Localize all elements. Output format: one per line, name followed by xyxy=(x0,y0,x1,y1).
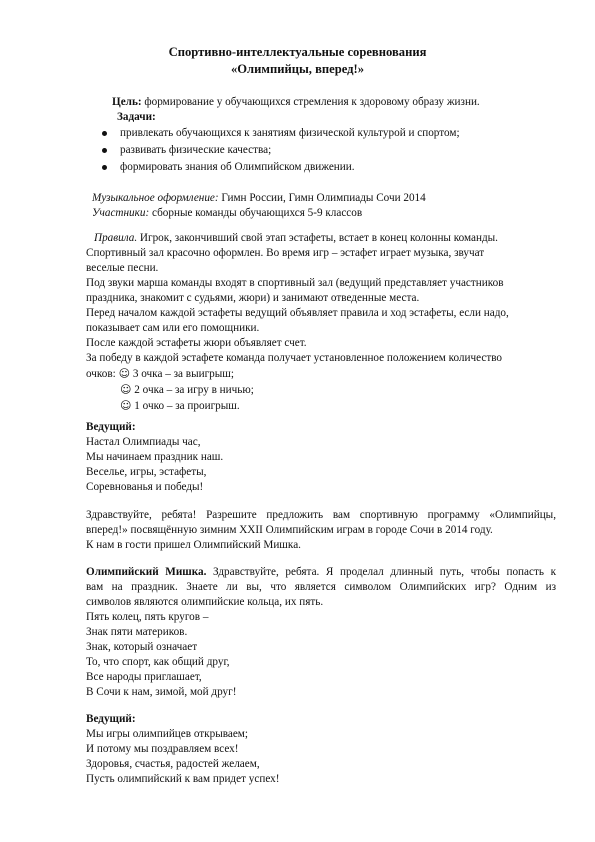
smiley-icon: ☺ xyxy=(118,367,131,380)
poem-line: То, что спорт, как общий друг, xyxy=(86,656,230,668)
poem-line: Пять колец, пять кругов – xyxy=(86,611,209,623)
rules-line: показывает сам или его помощники. xyxy=(86,322,260,334)
poem-line: Все народы приглашает, xyxy=(86,671,202,683)
poem-line: В Сочи к нам, зимой, мой друг! xyxy=(86,686,237,698)
host-label: Ведущий: xyxy=(86,421,136,433)
title-line-2: «Олимпийцы, вперед!» xyxy=(230,62,365,76)
participants-line xyxy=(92,206,562,221)
bear-label: Олимпийский Мишка. xyxy=(86,566,207,578)
host-1-block xyxy=(86,420,556,495)
goal-label: Цель: xyxy=(112,96,142,108)
participants-label: Участники: xyxy=(92,207,150,219)
music-line xyxy=(92,191,562,206)
rules-block xyxy=(86,231,556,414)
rules-line: веселые песни. xyxy=(86,262,159,274)
poem-line: Знак пяти материков. xyxy=(86,626,188,638)
greeting-line: вперед!» посвящённую зимним XXII Олимпийским играм в городе Сочи в 2014 году. xyxy=(86,524,493,536)
rules-line: Под звуки марша команды входят в спортивный зал (ведущий представляет участников xyxy=(86,277,504,289)
greeting-line: К нам в гости пришел Олимпийский Мишка. xyxy=(86,539,301,551)
task-item: формировать знания об Олимпийском движении. xyxy=(86,159,556,176)
greeting-block xyxy=(86,508,556,553)
tasks-label: Задачи: xyxy=(117,111,156,123)
participants-text: сборные команды обучающихся 5-9 классов xyxy=(149,207,363,219)
host-label: Ведущий: xyxy=(86,713,136,725)
goal-line xyxy=(112,95,582,110)
smiley-icon: ☺ xyxy=(120,383,132,396)
points-line: ☺ 1 очко – за проигрыш. xyxy=(120,399,240,412)
rules-line: праздника, знакомит с судьями, жюри) и занимают отведенные места. xyxy=(86,292,420,304)
document-title xyxy=(0,44,595,78)
points-line: очков: ☺ 3 очка – за выигрыш; xyxy=(86,367,234,380)
rules-line: Перед началом каждой эстафеты ведущий объявляет правила и ход эстафеты, если надо, xyxy=(86,307,509,319)
task-item: развивать физические качества; xyxy=(86,142,556,159)
verse-line: Мы начинаем праздник наш. xyxy=(86,451,224,463)
goal-text: формирование у обучающихся стремления к здоровому образу жизни. xyxy=(141,96,480,108)
rules-line: За победу в каждой эстафете команда получает установленное положением количество xyxy=(86,352,503,364)
rules-line: Спортивный зал красочно оформлен. Во время игр – эстафет играет музыка, звучат xyxy=(86,247,485,259)
bear-line: вам на праздник. Знаете ли вы, что является символом Олимпийских игр? Одним из xyxy=(86,581,556,593)
music-label: Музыкальное оформление: xyxy=(92,192,219,204)
verse-line: Здоровья, счастья, радостей желаем, xyxy=(86,758,260,770)
bear-line: символов являются олимпийские кольца, их пять. xyxy=(86,596,324,608)
greeting-line: Здравствуйте, ребята! Разрешите предложить вам спортивную программу «Олимпийцы, xyxy=(86,509,556,521)
smiley-icon: ☺ xyxy=(120,399,132,412)
task-item: привлекать обучающихся к занятиям физической культурой и спортом; xyxy=(86,125,556,142)
verse-line: И потому мы поздравляем всех! xyxy=(86,743,239,755)
tasks-list xyxy=(86,125,556,176)
verse-line: Соревнованья и победы! xyxy=(86,481,204,493)
title-line-1: Спортивно-интеллектуальные соревнования xyxy=(168,45,427,59)
points-line: ☺ 2 очка – за игру в ничью; xyxy=(120,383,254,396)
bear-block xyxy=(86,565,556,700)
verse-line: Настал Олимпиады час, xyxy=(86,436,201,448)
music-text: Гимн России, Гимн Олимпиады Сочи 2014 xyxy=(218,192,426,204)
poem-line: Знак, который означает xyxy=(86,641,198,653)
bear-line: Олимпийский Мишка. Здравствуйте, ребята. Я проделал длинный путь, чтобы попасть к xyxy=(86,566,556,578)
rules-first-line: Правила. Игрок, закончивший свой этап эстафеты, встает в конец колонны команды. xyxy=(94,232,498,244)
verse-line: Мы игры олимпийцев открываем; xyxy=(86,728,248,740)
verse-line: Веселье, игры, эстафеты, xyxy=(86,466,207,478)
rules-line: После каждой эстафеты жюри объявляет счет. xyxy=(86,337,307,349)
verse-line: Пусть олимпийский к вам придет успех! xyxy=(86,773,280,785)
host-2-block xyxy=(86,712,556,787)
